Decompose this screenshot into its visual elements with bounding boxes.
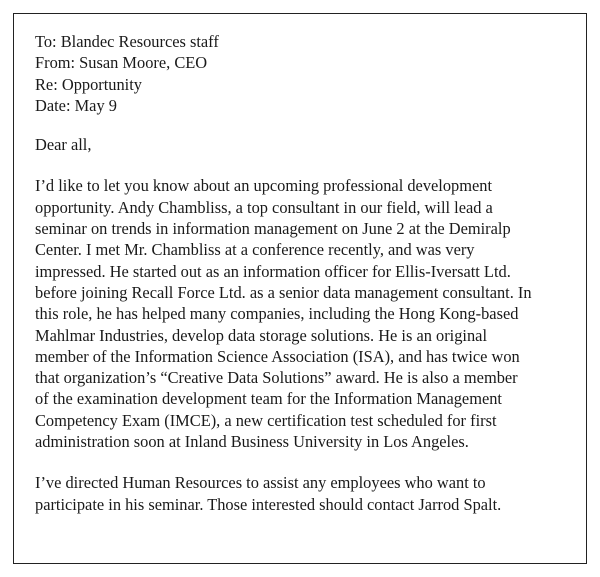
memo-to: To: Blandec Resources staff bbox=[35, 32, 219, 51]
paragraph-line: I’ve directed Human Resources to assist any employees who want to bbox=[35, 473, 486, 493]
paragraph-line: I’d like to let you know about an upcoming professional development bbox=[35, 176, 493, 196]
memo-paragraph-1 bbox=[35, 175, 583, 452]
memo-from: From: Susan Moore, CEO bbox=[35, 53, 208, 73]
memo-paragraph-2 bbox=[35, 472, 583, 515]
paragraph-line: administration soon at Inland Business University in Los Angeles. bbox=[35, 432, 469, 452]
paragraph-line: member of the Information Science Association (ISA), and has twice won bbox=[35, 346, 520, 366]
memo-header bbox=[35, 31, 583, 116]
paragraph-line: participate in his seminar. Those interested should contact Jarrod Spalt. bbox=[35, 494, 502, 514]
memo-document bbox=[35, 31, 583, 515]
paragraph-line: opportunity. Andy Chambliss, a top consultant in our field, will lead a bbox=[35, 197, 493, 217]
paragraph-line: this role, he has helped many companies, including the Hong Kong-based bbox=[35, 304, 519, 324]
memo-subject: Re: Opportunity bbox=[35, 74, 142, 94]
paragraph-line: that organization’s “Creative Data Solutions” award. He is also a member bbox=[35, 368, 518, 388]
paragraph-line: of the examination development team for the Information Management bbox=[35, 389, 502, 409]
paragraph-line: before joining Recall Force Ltd. as a senior data management consultant. In bbox=[35, 282, 532, 302]
paragraph-line: impressed. He started out as an information officer for Ellis-Iversatt Ltd. bbox=[35, 261, 511, 281]
memo-salutation: Dear all, bbox=[35, 135, 92, 155]
paragraph-line: seminar on trends in information management on June 2 at the Demiralp bbox=[35, 219, 511, 239]
memo-date: Date: May 9 bbox=[35, 95, 117, 115]
paragraph-line: Center. I met Mr. Chambliss at a conference recently, and was very bbox=[35, 240, 475, 260]
paragraph-line: Mahlmar Industries, develop data storage solutions. He is an original bbox=[35, 325, 488, 345]
paragraph-line: Competency Exam (IMCE), a new certification test scheduled for first bbox=[35, 410, 497, 430]
